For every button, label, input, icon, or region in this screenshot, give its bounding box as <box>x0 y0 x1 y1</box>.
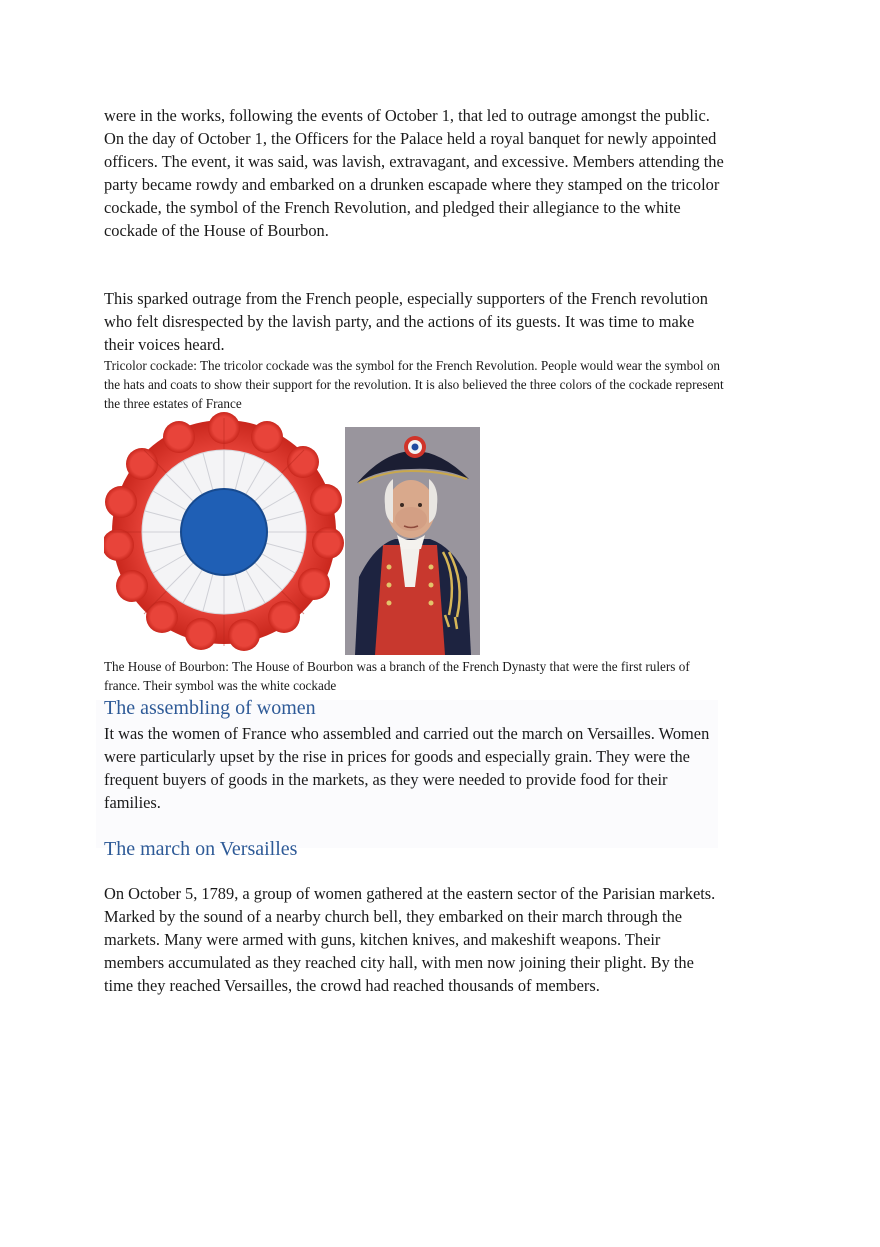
paragraph-outrage: This sparked outrage from the French people, especially supporters of the French revolution who felt disrespected by the lavish party, and the actions of its guests. It was time to make their voices heard. <box>104 289 708 354</box>
paragraph-march-on-versailles: On October 5, 1789, a group of women gathered at the eastern sector of the Parisian markets. Marked by the sound of a nearby church bell, they embarked on their march through the markets. Many were armed with guns, kitchen knives, and makeshift weapons. Their members accumulated as they reached city hall, with men now joining their plight. By the time they reached Versailles, the crowd had reached thousands of members. <box>104 884 716 995</box>
caption-tricolor-cockade: Tricolor cockade: The tricolor cockade was the symbol for the French Revolution. People would wear the symbol on the hats and coats to show their support for the revolution. It is also believed the three colors of the cockade represent the three estates of France <box>104 358 724 411</box>
paragraph-assembling-of-women: It was the women of France who assembled and carried out the march on Versailles. Women were particularly upset by the rise in prices for goods and especially grain. They were the frequent buyers of goods in the markets, as they were needed to provide food for their families. <box>104 724 710 812</box>
heading-assembling-of-women: The assembling of women <box>104 697 316 719</box>
officer-portrait-image <box>345 427 480 655</box>
paragraph-banquet: were in the works, following the events of October 1, that led to outrage amongst the public. On the day of October 1, the Officers for the Palace held a royal banquet for newly appointed officers. The event, it was said, was lavish, extravagant, and excessive. Members attending the party became rowdy and embarked on a drunken escapade where they stamped on the tricolor cockade, the symbol of the French Revolution, and pledged their allegiance to the white cockade of the House of Bourbon. <box>104 106 724 240</box>
tricolor-cockade-image <box>104 410 344 655</box>
heading-march-on-versailles: The march on Versailles <box>104 838 298 860</box>
caption-house-of-bourbon: The House of Bourbon: The House of Bourbon was a branch of the French Dynasty that were the first rulers of france. Their symbol was the white cockade <box>104 659 690 693</box>
